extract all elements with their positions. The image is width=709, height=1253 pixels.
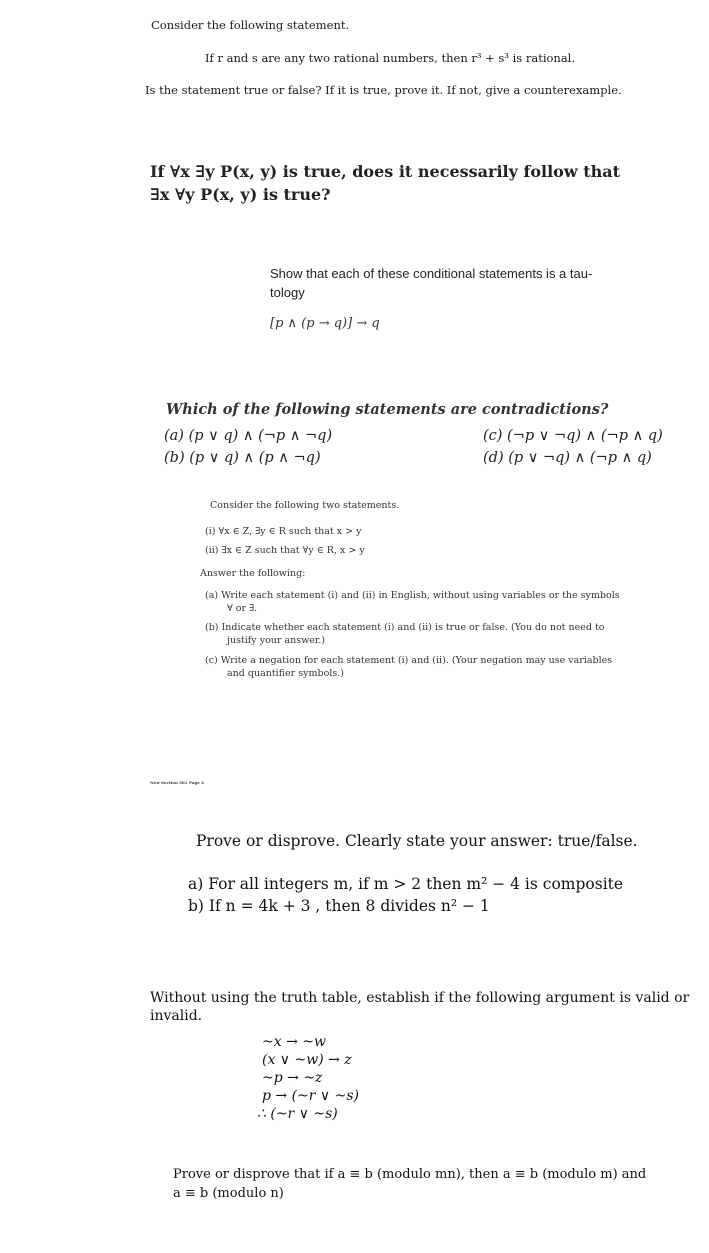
- q5-part-b-line2: justify your answer.): [227, 635, 326, 646]
- q5-part-b-line1: (b) Indicate whether each statement (i) and (ii) is true or false. (You do not need to: [205, 622, 605, 633]
- q4-heading: Which of the following statements are contradictions?: [166, 401, 609, 418]
- q4-option-c: (c) (¬p ∨ ¬q) ∧ (¬p ∧ q): [483, 428, 663, 444]
- q1-question: Is the statement true or false? If it is true, prove it. If not, give a counterexample.: [145, 83, 622, 97]
- q5-part-a-line1: (a) Write each statement (i) and (ii) in English, without using variables or the symbols: [205, 590, 620, 601]
- q5-part-c-line2: and quantifier symbols.): [227, 668, 344, 679]
- q3-formula: [p ∧ (p → q)] → q: [270, 316, 380, 331]
- q7-premise-1: ~x → ~w: [262, 1034, 326, 1050]
- q7-premise-2: (x ∨ ~w) → z: [262, 1052, 352, 1068]
- q5-statement-i: (i) ∀x ∈ Z, ∃y ∈ R such that x > y: [205, 526, 362, 537]
- q7-premise-4: p → (~r ∨ ~s): [262, 1088, 360, 1104]
- q4-option-d: (d) (p ∨ ¬q) ∧ (¬p ∧ q): [483, 450, 652, 466]
- q6-heading: Prove or disprove. Clearly state your answer: true/false.: [196, 832, 638, 850]
- q8-line1: Prove or disprove that if a ≡ b (modulo mn), then a ≡ b (modulo m) and: [173, 1167, 647, 1182]
- q1-statement: If r and s are any two rational numbers, then r³ + s³ is rational.: [205, 51, 576, 65]
- q4-option-a: (a) (p ∨ q) ∧ (¬p ∧ ¬q): [164, 428, 333, 444]
- q2-line1: If ∀x ∃y P(x, y) is true, does it necessarily follow that: [150, 162, 620, 181]
- q5-statement-ii: (ii) ∃x ∈ Z such that ∀y ∈ R, x > y: [205, 545, 365, 556]
- q4-option-b: (b) (p ∨ q) ∧ (p ∧ ¬q): [164, 450, 321, 466]
- page-footer: New Section 561 Page 2: [150, 780, 204, 785]
- q2-line2: ∃x ∀y P(x, y) is true?: [150, 185, 331, 204]
- q7-line1: Without using the truth table, establish if the following argument is valid or: [150, 990, 690, 1006]
- q5-part-c-line1: (c) Write a negation for each statement (i) and (ii). (Your negation may use variables: [205, 655, 613, 666]
- q7-premise-3: ~p → ~z: [262, 1070, 323, 1086]
- q3-line1: Show that each of these conditional statements is a tau-: [270, 266, 593, 281]
- q8-line2: a ≡ b (modulo n): [173, 1186, 284, 1201]
- q5-part-a-line2: ∀ or ∃.: [227, 603, 258, 614]
- q3-line2: tology: [270, 285, 305, 300]
- q1-intro: Consider the following statement.: [151, 18, 350, 32]
- q5-answer-heading: Answer the following:: [200, 568, 306, 579]
- q6-part-b: b) If n = 4k + 3 , then 8 divides n² − 1: [188, 897, 490, 915]
- q5-intro: Consider the following two statements.: [210, 500, 400, 511]
- q7-conclusion: ∴ (~r ∨ ~s): [257, 1106, 338, 1122]
- q7-line2: invalid.: [150, 1008, 203, 1024]
- q6-part-a: a) For all integers m, if m > 2 then m² − 4 is composite: [188, 875, 624, 893]
